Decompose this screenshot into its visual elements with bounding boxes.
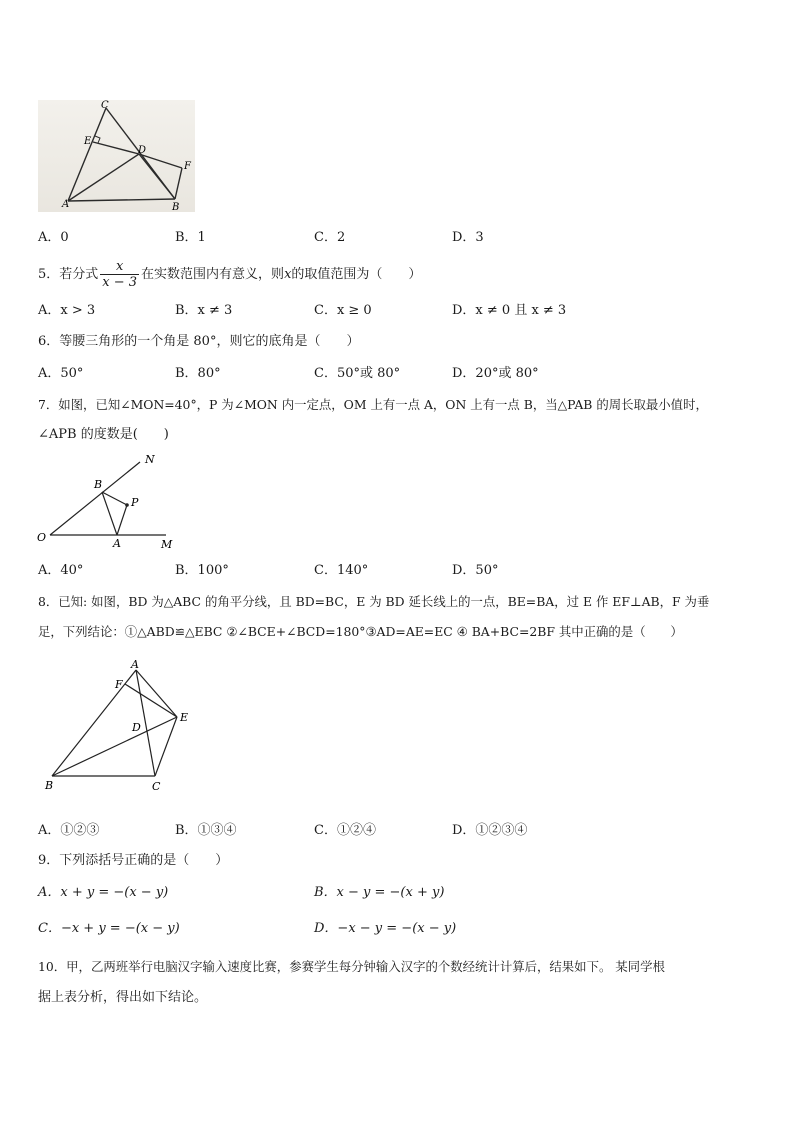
q4-line-db xyxy=(139,154,175,199)
q8-option-d: D．①②③④ xyxy=(452,823,528,838)
q5-option-a: A．x > 3 xyxy=(38,303,96,318)
q7-label-m: M xyxy=(161,538,173,551)
q4-line-ad xyxy=(68,154,139,201)
q5-frac-num: x xyxy=(100,259,139,275)
q6-option-d: D．20°或 80° xyxy=(452,366,539,381)
q5-stem xyxy=(38,258,421,292)
q4-line-fb xyxy=(175,168,182,199)
q7-stem-line2: ∠APB 的度数是( ) xyxy=(38,427,169,442)
q7-label-o: O xyxy=(37,531,47,544)
q6-option-b: B．80° xyxy=(175,366,221,381)
q8-stem-line1: 8．已知: 如图，BD 为△ABC 的角平分线，且 BD=BC，E 为 BD 延长线上的一点，BE=BA，过 E 作 EF⊥AB，F 为垂 xyxy=(38,594,710,609)
q8-label-f: F xyxy=(115,678,123,691)
q7-option-b: B．100° xyxy=(175,563,229,578)
q4-option-a: A．0 xyxy=(38,230,69,245)
q7-label-b: B xyxy=(94,478,103,491)
q6-option-a: A．50° xyxy=(38,366,84,381)
q8-label-d: D xyxy=(132,721,141,734)
q7-figure xyxy=(32,450,192,554)
q10-stem-line2: 据上表分析，得出如下结论。 xyxy=(38,990,208,1005)
q5-option-c: C．x ≥ 0 xyxy=(314,303,372,318)
q5-fraction xyxy=(100,259,139,290)
q4-label-b: B xyxy=(172,202,180,213)
q7-label-p: P xyxy=(131,496,139,509)
q4-label-a: A xyxy=(62,199,70,210)
q8-line-ab xyxy=(52,670,136,776)
q8-option-c: C．①②④ xyxy=(314,823,376,838)
q7-option-d: D．50° xyxy=(452,563,499,578)
q4-option-b: B．1 xyxy=(175,230,206,245)
q4-line-ab xyxy=(68,199,175,201)
q8-label-a: A xyxy=(131,658,139,671)
q8-label-c: C xyxy=(152,780,161,793)
q7-line-pa xyxy=(117,505,127,535)
q10-stem-line1: 10．甲，乙两班举行电脑汉字输入速度比赛，参赛学生每分钟输入汉字的个数经统计计算后，结果如下。 某同学根 xyxy=(38,959,665,974)
q9-stem: 9．下列添括号正确的是（ ） xyxy=(38,853,229,868)
q7-ray-on xyxy=(50,462,140,535)
q8-label-b: B xyxy=(45,779,54,792)
q7-option-c: C．140° xyxy=(314,563,369,578)
q7-label-a: A xyxy=(113,537,121,550)
q5-option-d: D．x ≠ 0 且 x ≠ 3 xyxy=(452,303,567,318)
q4-line-ac xyxy=(68,108,106,201)
q8-line-fe xyxy=(125,684,177,717)
q8-stem-line2: 足，下列结论：①△ABD≌△EBC ②∠BCE+∠BCD=180°③AD=AE=EC ④ BA+BC=2BF 其中正确的是（ ） xyxy=(38,624,683,639)
q4-line-ed xyxy=(93,142,139,154)
q5-option-b: B．x ≠ 3 xyxy=(175,303,233,318)
q9-option-c: C．−x + y = −(x − y) xyxy=(38,921,180,936)
q9-option-a: A．x + y = −(x − y) xyxy=(38,885,169,900)
q7-stem-line1: 7．如图，已知∠MON=40°，P 为∠MON 内一定点，OM 上有一点 A，ON 上有一点 B，当△PAB 的周长取最小值时， xyxy=(38,397,708,412)
q5-stem-end: 的取值范围为（ ） xyxy=(291,267,422,282)
q8-figure xyxy=(38,656,198,796)
q9-option-b: B．x − y = −(x + y) xyxy=(314,885,445,900)
q8-line-ae xyxy=(136,670,177,717)
q9-option-d: D．−x − y = −(x − y) xyxy=(314,921,457,936)
q4-label-e: E xyxy=(84,136,92,147)
q4-figure xyxy=(38,98,198,214)
q7-option-a: A．40° xyxy=(38,563,84,578)
q4-label-c: C xyxy=(101,100,109,111)
q4-label-d: D xyxy=(138,145,147,156)
q5-var: x xyxy=(284,267,292,282)
q5-stem-before: 5．若分式 xyxy=(38,267,99,282)
q8-option-a: A．①②③ xyxy=(38,823,100,838)
q6-stem: 6．等腰三角形的一个角是 80°，则它的底角是（ ） xyxy=(38,334,360,349)
q8-option-b: B．①③④ xyxy=(175,823,237,838)
q4-option-d: D．3 xyxy=(452,230,484,245)
q7-label-n: N xyxy=(145,453,155,466)
q6-option-c: C．50°或 80° xyxy=(314,366,401,381)
q4-label-f: F xyxy=(184,161,191,172)
q4-option-c: C．2 xyxy=(314,230,346,245)
q4-right-angle-mark xyxy=(95,136,100,143)
q5-stem-after: 在实数范围内有意义，则 xyxy=(141,267,285,282)
q5-frac-den: x − 3 xyxy=(102,275,138,290)
q8-label-e: E xyxy=(180,711,189,724)
q7-point-p xyxy=(125,503,129,507)
